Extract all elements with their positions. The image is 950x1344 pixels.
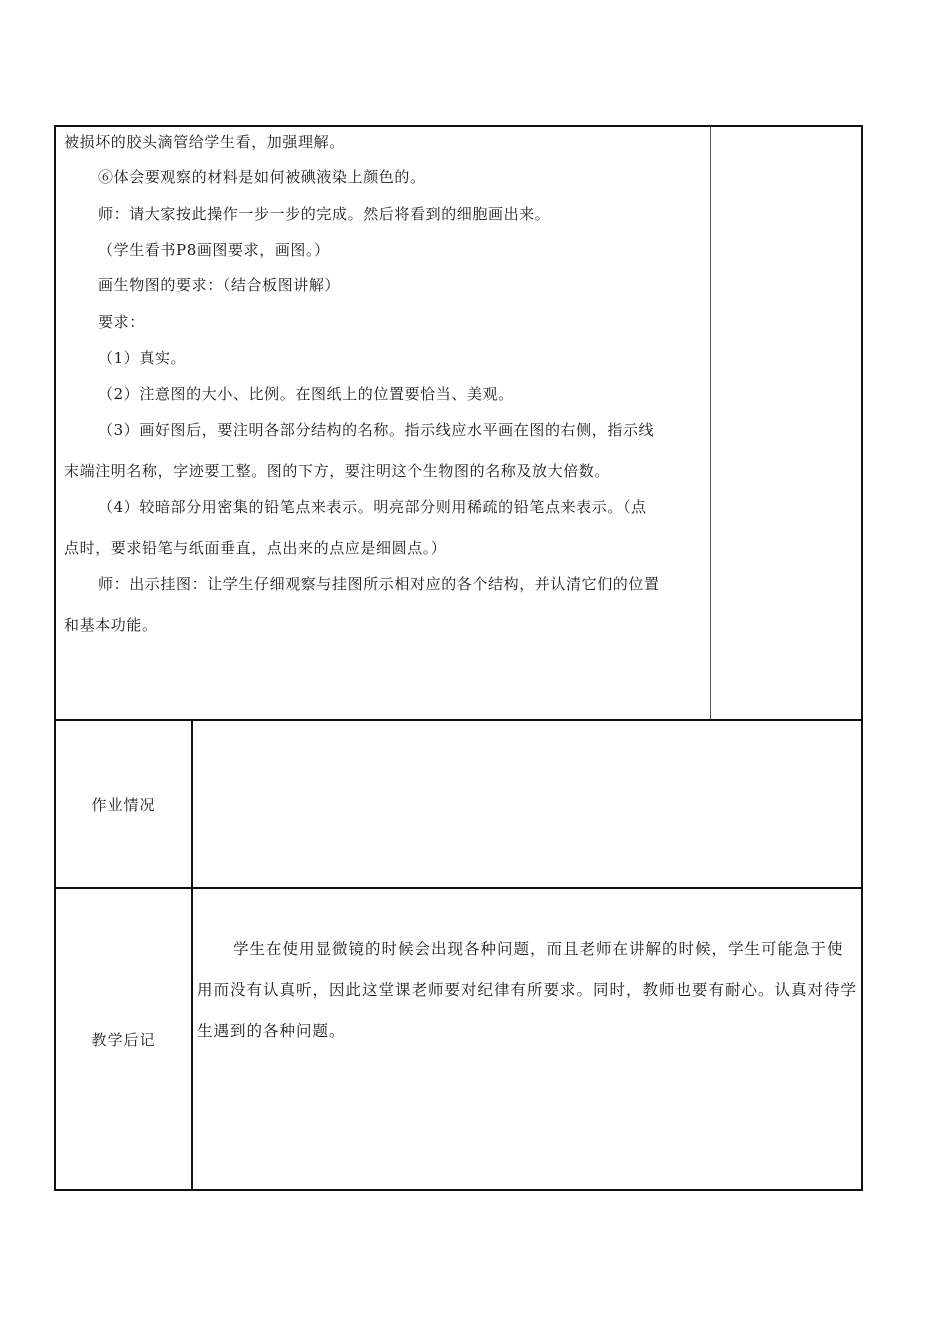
teaching-notes-cell bbox=[193, 889, 861, 1189]
lesson-line: 要求： bbox=[98, 313, 145, 331]
teaching-notes-text: 学生在使用显微镜的时候会出现各种问题，而且老师在讲解的时候，学生可能急于使用而没有认真听，因此这堂课老师要对纪律有所要求。同时，教师也要有耐心。认真对待学生遇到的各种问题。 bbox=[197, 940, 858, 1040]
teaching-notes-row bbox=[56, 889, 861, 1189]
lesson-line: （4）较暗部分用密集的铅笔点来表示。明亮部分则用稀疏的铅笔点来表示。（点 bbox=[98, 498, 647, 516]
homework-row bbox=[56, 721, 861, 889]
homework-label: 作业情况 bbox=[56, 721, 193, 887]
lesson-content-cell bbox=[56, 127, 711, 719]
lesson-line: （3）画好图后，要注明各部分结构的名称。指示线应水平画在图的右侧，指示线 bbox=[98, 421, 655, 439]
lesson-line: 师：请大家按此操作一步一步的完成。然后将看到的细胞画出来。 bbox=[98, 205, 551, 223]
lesson-line: 画生物图的要求：（结合板图讲解） bbox=[98, 276, 341, 294]
lesson-line: 点时，要求铅笔与纸面垂直，点出来的点应是细圆点。） bbox=[64, 539, 447, 557]
lesson-line: （2）注意图的大小、比例。在图纸上的位置要恰当、美观。 bbox=[98, 385, 514, 403]
teaching-notes-label: 教学后记 bbox=[56, 889, 193, 1189]
lesson-line: 末端注明名称，字迹要工整。图的下方，要注明这个生物图的名称及放大倍数。 bbox=[64, 462, 611, 480]
lesson-line: （1）真实。 bbox=[98, 349, 187, 367]
lesson-plan-table bbox=[54, 125, 863, 1191]
lesson-line: 师：出示挂图：让学生仔细观察与挂图所示相对应的各个结构，并认清它们的位置 bbox=[98, 575, 660, 593]
lesson-line: ⑥体会要观察的材料是如何被碘液染上颜色的。 bbox=[98, 168, 426, 186]
lesson-content-row bbox=[56, 127, 861, 721]
lesson-line: 被损坏的胶头滴管给学生看，加强理解。 bbox=[64, 133, 345, 151]
homework-content bbox=[193, 721, 861, 887]
lesson-side-cell bbox=[711, 127, 861, 719]
lesson-line: 和基本功能。 bbox=[64, 616, 158, 634]
lesson-line: （学生看书P8画图要求，画图。） bbox=[98, 241, 330, 259]
